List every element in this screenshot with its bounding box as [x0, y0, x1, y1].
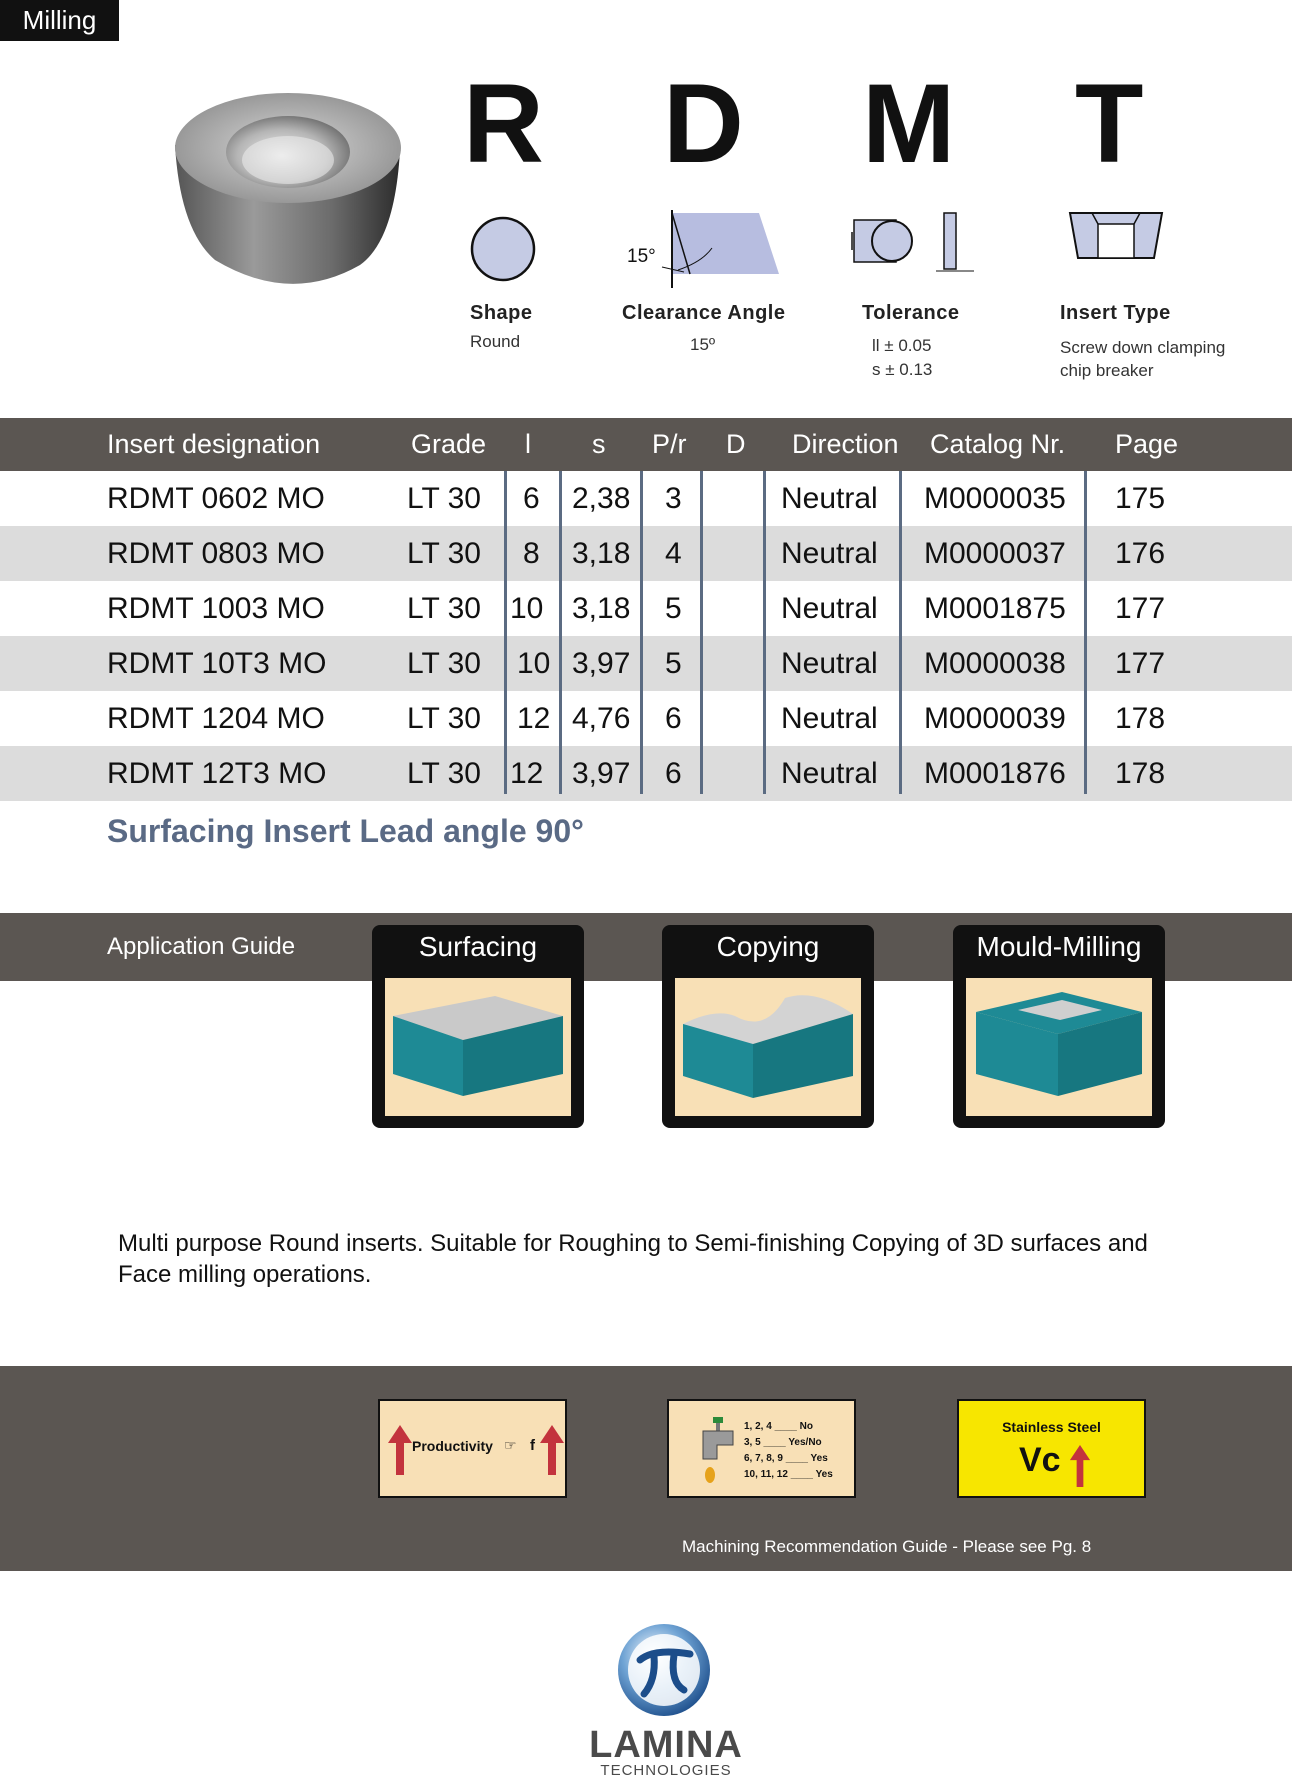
cell-pr: 6 [665, 702, 682, 735]
application-guide-label: Application Guide [107, 933, 296, 960]
cell-designation: RDMT 1204 MO [107, 702, 325, 735]
cell-designation: RDMT 0803 MO [107, 537, 325, 570]
header-pr: P/r [652, 429, 687, 459]
arrow-up-icon [388, 1425, 412, 1475]
shape-value: Round [470, 332, 521, 351]
cell-s: 2,38 [572, 482, 631, 515]
coolant-line: 6, 7, 8, 9 ____ Yes [744, 1453, 828, 1464]
cell-direction: Neutral [781, 482, 878, 515]
cell-pr: 5 [665, 592, 682, 625]
surfacing-card-title: Surfacing [418, 931, 538, 962]
coolant-line: 10, 11, 12 ____ Yes [744, 1469, 833, 1480]
cell-direction: Neutral [781, 592, 878, 625]
cell-direction: Neutral [781, 647, 878, 680]
cell-designation: RDMT 12T3 MO [107, 757, 327, 790]
round-shape-icon [468, 214, 538, 284]
header-direction: Direction [792, 429, 899, 459]
column-divider [1084, 471, 1087, 794]
column-divider [899, 471, 902, 794]
insert-type-icon [1068, 210, 1164, 262]
cell-l: 6 [523, 482, 540, 515]
description: Multi purpose Round inserts. Suitable for Roughing to Semi-finishing Copying of 3D surfaces and Face milling operations. [118, 1230, 1148, 1288]
surfacing-illustration [385, 978, 571, 1116]
feed-label: f [530, 1437, 535, 1454]
lamina-logo [570, 1620, 770, 1780]
vc-label: Vc [1019, 1441, 1061, 1479]
cell-page: 176 [1115, 537, 1166, 570]
cell-pr: 4 [665, 537, 682, 570]
pi-logo-icon [614, 1620, 714, 1720]
hand-icon: ☞ [504, 1437, 517, 1453]
header-l: l [525, 429, 531, 459]
table-row [0, 746, 1292, 801]
header-catalog-nr: Catalog Nr. [930, 429, 1066, 459]
arrow-up-icon [540, 1425, 564, 1475]
cell-grade: LT 30 [407, 757, 481, 790]
logo-sub: TECHNOLOGIES [600, 1762, 732, 1779]
stainless-title: Stainless Steel [1002, 1419, 1101, 1435]
cell-l: 12 [510, 757, 544, 790]
letter-t: T [1075, 61, 1144, 186]
cell-grade: LT 30 [407, 647, 481, 680]
cell-direction: Neutral [781, 757, 878, 790]
insert-type-title: Insert Type [1060, 302, 1171, 324]
cell-direction: Neutral [781, 702, 878, 735]
tolerance-line-2: s ± 0.13 [872, 360, 933, 379]
copying-card [662, 925, 874, 1128]
header-d: D [726, 429, 746, 459]
header-grade: Grade [411, 429, 487, 459]
cell-grade: LT 30 [407, 537, 481, 570]
shape-title: Shape [470, 302, 533, 324]
cell-pr: 5 [665, 647, 682, 680]
cell-page: 175 [1115, 482, 1166, 515]
mould-milling-card-title: Mould-Milling [976, 931, 1142, 962]
letter-d: D [663, 61, 744, 186]
coolant-line: 3, 5 ____ Yes/No [744, 1437, 822, 1448]
clearance-value: 15º [690, 335, 716, 354]
round-insert-image [170, 90, 420, 300]
cell-pr: 3 [665, 482, 682, 515]
cell-designation: RDMT 10T3 MO [107, 647, 327, 680]
cell-l: 8 [523, 537, 540, 570]
tolerance-line-1: ll ± 0.05 [872, 336, 932, 355]
header-page: Page [1115, 429, 1179, 459]
arrow-up-icon [1069, 1445, 1091, 1487]
letter-m: M [862, 61, 956, 186]
coolant-badge [667, 1399, 856, 1498]
section-subtitle: Surfacing Insert Lead angle 90° [107, 813, 584, 849]
table-row [0, 526, 1292, 581]
table-row [0, 691, 1292, 746]
cell-l: 10 [510, 592, 544, 625]
cell-designation: RDMT 0602 MO [107, 482, 325, 515]
column-divider [640, 471, 643, 794]
cell-catalog: M0000038 [924, 647, 1066, 680]
column-divider [559, 471, 562, 794]
cell-l: 10 [517, 647, 551, 680]
copying-illustration [675, 978, 861, 1116]
cell-catalog: M0001875 [924, 592, 1066, 625]
coolant-line: 1, 2, 4 ____ No [744, 1421, 813, 1432]
cell-page: 177 [1115, 647, 1166, 680]
cell-pr: 6 [665, 757, 682, 790]
logo-name: LAMINA [589, 1724, 743, 1766]
section-tag: Milling [0, 0, 119, 41]
cell-catalog: M0000039 [924, 702, 1066, 735]
machining-note: Machining Recommendation Guide - Please see Pg. 8 [682, 1537, 1092, 1556]
cell-page: 177 [1115, 592, 1166, 625]
insert-type-line-1: Screw down clamping [1060, 338, 1226, 357]
cell-direction: Neutral [781, 537, 878, 570]
cell-s: 3,18 [572, 537, 631, 570]
cell-grade: LT 30 [407, 482, 481, 515]
insert-type-line-2: chip breaker [1060, 361, 1154, 380]
header-s: s [592, 429, 606, 459]
productivity-badge [378, 1399, 567, 1498]
cell-catalog: M0000035 [924, 482, 1066, 515]
tolerance-icon [850, 208, 975, 278]
column-divider [763, 471, 766, 794]
tolerance-title: Tolerance [862, 302, 960, 324]
column-divider [700, 471, 703, 794]
cell-s: 3,18 [572, 592, 631, 625]
clearance-angle-icon [622, 210, 782, 290]
mould-milling-card [953, 925, 1165, 1128]
cell-catalog: M0000037 [924, 537, 1066, 570]
cell-grade: LT 30 [407, 702, 481, 735]
table-header [0, 418, 1292, 471]
clearance-title: Clearance Angle [622, 302, 786, 324]
letter-r: R [463, 61, 544, 186]
cell-s: 4,76 [572, 702, 631, 735]
productivity-label: Productivity [412, 1438, 493, 1454]
column-divider [504, 471, 507, 794]
stainless-steel-badge [957, 1399, 1146, 1498]
cell-page: 178 [1115, 702, 1166, 735]
insert-table [0, 471, 1292, 801]
mould-milling-illustration [966, 978, 1152, 1116]
cell-s: 3,97 [572, 757, 631, 790]
cell-designation: RDMT 1003 MO [107, 592, 325, 625]
table-row [0, 471, 1292, 526]
cell-page: 178 [1115, 757, 1166, 790]
table-row [0, 581, 1292, 636]
angle-label: 15° [627, 246, 656, 267]
coolant-tap-icon [683, 1413, 739, 1491]
table-row [0, 636, 1292, 691]
copying-card-title: Copying [716, 931, 820, 962]
cell-catalog: M0001876 [924, 757, 1066, 790]
cell-l: 12 [517, 702, 551, 735]
surfacing-card [372, 925, 584, 1128]
cell-grade: LT 30 [407, 592, 481, 625]
header-insert-designation: Insert designation [107, 429, 321, 459]
cell-s: 3,97 [572, 647, 631, 680]
